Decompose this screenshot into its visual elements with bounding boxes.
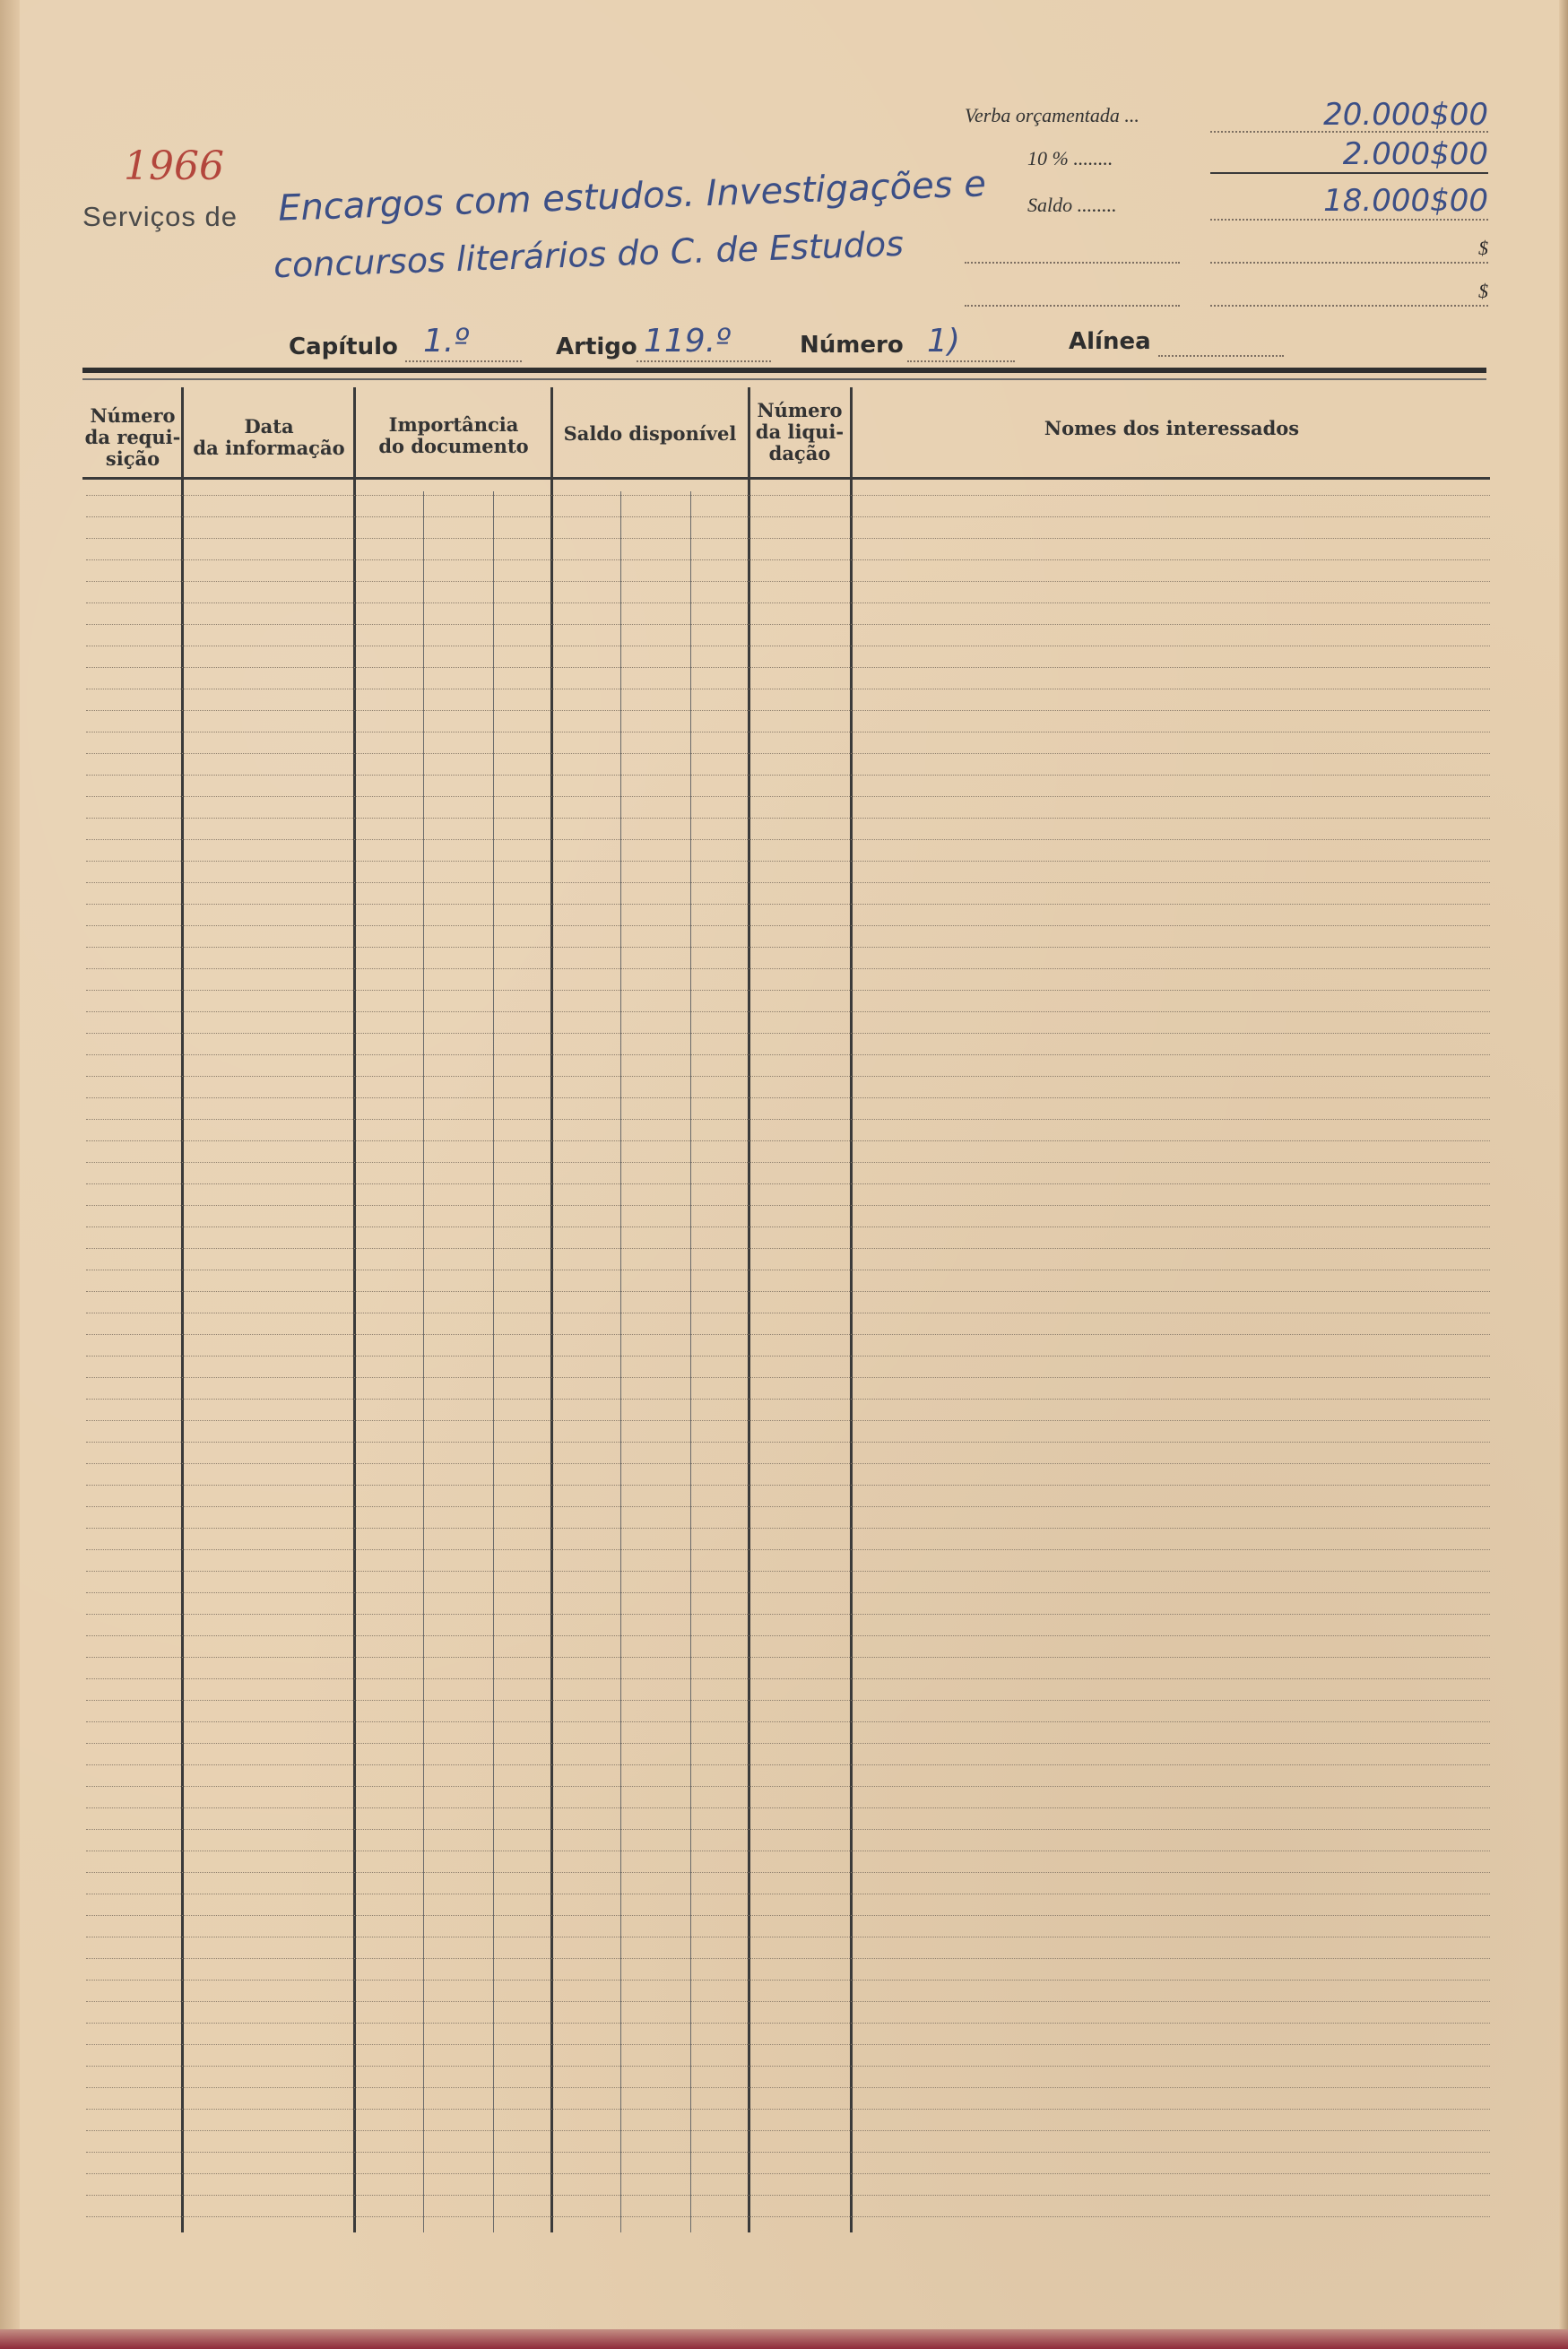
ledger-row-line [86, 968, 1490, 969]
ledger-row-line [86, 602, 1490, 603]
ledger-row-line [86, 1291, 1490, 1292]
ledger-row-line [86, 624, 1490, 625]
col-divider-3 [550, 387, 553, 2232]
ledger-row-line [86, 796, 1490, 797]
ledger-row-line [86, 1807, 1490, 1808]
ledger-row-line [86, 925, 1490, 926]
extra-line-2-field [1210, 280, 1488, 307]
ledger-row-line [86, 2130, 1490, 2131]
artigo-field [637, 323, 771, 362]
verba-orcamentada-value: 20.000$00 [1323, 97, 1488, 133]
ledger-row-line [86, 2152, 1490, 2153]
ledger-row-line [86, 2173, 1490, 2174]
ledger-row-line [86, 1076, 1490, 1077]
ledger-row-line [86, 1011, 1490, 1012]
dez-por-cento-field [1210, 136, 1488, 174]
ledger-row-line [86, 1657, 1490, 1658]
ledger-row-line [86, 2044, 1490, 2045]
ledger-row-line [86, 1485, 1490, 1486]
ledger-row-line [86, 1334, 1490, 1335]
ledger-row-line [86, 2195, 1490, 2196]
page-left-edge [0, 0, 20, 2349]
ledger-row-line [86, 2087, 1490, 2088]
ledger-row-line [86, 818, 1490, 819]
ledger-row-line [86, 2001, 1490, 2002]
servicos-label: Serviços de [82, 201, 238, 232]
ledger-row-line [86, 1442, 1490, 1443]
ledger-row-line [86, 1592, 1490, 1593]
col-divider-5 [850, 387, 853, 2232]
ledger-row-line [86, 1829, 1490, 1830]
ledger-row-line [86, 1678, 1490, 1679]
ledger-row-line [86, 1528, 1490, 1529]
extra-line-1-field [1210, 237, 1488, 264]
saldo-label: Saldo ........ [1027, 194, 1117, 216]
col-divider-1 [181, 387, 184, 2232]
ledger-row-line [86, 775, 1490, 776]
ledger-row-line [86, 1571, 1490, 1572]
ledger-row-line [86, 1119, 1490, 1120]
ledger-row-line [86, 2216, 1490, 2217]
col-divider-2 [353, 387, 356, 2232]
ledger-row-line [86, 1463, 1490, 1464]
alinea-label: Alínea [1069, 328, 1151, 355]
col1-line1: Data [244, 415, 294, 438]
verba-orcamentada-field [1210, 97, 1488, 133]
table-top-rule [82, 368, 1486, 373]
alinea-field [1158, 323, 1284, 357]
extra-line-2-value: $ [1478, 280, 1488, 302]
capitulo-label: Capítulo [289, 334, 398, 360]
ledger-row-line [86, 1614, 1490, 1615]
dez-por-cento-value: 2.000$00 [1342, 136, 1488, 172]
ledger-row-line [86, 710, 1490, 711]
ledger-row-line [86, 1549, 1490, 1550]
ledger-row-line [86, 1248, 1490, 1249]
col4-line2: da liqui- [755, 420, 845, 443]
ledger-row-line [86, 1033, 1490, 1034]
numero-value: 1) [927, 323, 960, 360]
ledger-row-line [86, 516, 1490, 517]
ledger-row-line [86, 2109, 1490, 2110]
col-header-data-informacao [185, 416, 353, 459]
page-right-edge [1559, 0, 1568, 2349]
ledger-row-line [86, 1097, 1490, 1098]
col2-line2: do documento [378, 435, 529, 457]
col5-line1: Nomes dos interessados [1044, 417, 1300, 439]
ledger-row-line [86, 1140, 1490, 1141]
ledger-row-line [86, 1980, 1490, 1981]
ledger-row-line [86, 1721, 1490, 1722]
saldo-value: 18.000$00 [1323, 183, 1488, 219]
ledger-row-line [86, 882, 1490, 883]
numero-label: Número [800, 332, 904, 359]
ledger-row-line [86, 1700, 1490, 1701]
col4-line1: Número [757, 399, 843, 421]
col-header-nomes-interessados [853, 418, 1490, 439]
ledger-row-line [86, 1420, 1490, 1421]
ledger-row-line [86, 1054, 1490, 1055]
ledger-row-line [86, 667, 1490, 668]
saldo-field [1210, 183, 1488, 221]
ledger-row-line [86, 559, 1490, 560]
ledger-row-line [86, 1205, 1490, 1206]
col-header-importancia [357, 414, 550, 457]
ledger-row-line [86, 1743, 1490, 1744]
ledger-row-line [86, 947, 1490, 948]
col0-line2: da requi- [84, 426, 181, 448]
verba-orcamentada-label: Verba orçamentada ... [965, 104, 1139, 126]
col-header-numero-requisicao [84, 405, 181, 470]
capitulo-value: 1.º [423, 323, 470, 360]
ledger-row-line [86, 990, 1490, 991]
ledger-row-line [86, 904, 1490, 905]
table-top-thin-rule [82, 378, 1486, 380]
artigo-label: Artigo [556, 334, 637, 360]
book-binding [0, 2329, 1568, 2349]
col3-line1: Saldo disponível [563, 422, 737, 445]
table-header-rule [82, 477, 1490, 480]
ledger-row-line [86, 1506, 1490, 1507]
col2-line1: Importância [388, 413, 519, 436]
ledger-row-line [86, 1872, 1490, 1873]
ledger-row-line [86, 581, 1490, 582]
year-handwritten: 1966 [124, 143, 224, 189]
ledger-row-line [86, 1635, 1490, 1636]
dez-por-cento-label: 10 % ........ [1027, 147, 1113, 169]
col1-line2: da informação [193, 437, 345, 459]
ledger-row-line [86, 495, 1490, 496]
extra-line-1-value: $ [1478, 237, 1488, 259]
capitulo-field [405, 323, 522, 362]
ledger-row-line [86, 538, 1490, 539]
ledger-row-line [86, 753, 1490, 754]
col-divider-4 [748, 387, 750, 2232]
ledger-row-line [86, 1356, 1490, 1357]
servicos-handwritten-line2: concursos literários do C. de Estudos [273, 223, 905, 286]
numero-field [907, 323, 1015, 362]
col0-line1: Número [90, 404, 176, 427]
col0-line3: sição [105, 447, 160, 470]
servicos-handwritten-line1: Encargos com estudos. Investigações e [277, 163, 987, 230]
ledger-row-line [86, 839, 1490, 840]
ledger-row-line [86, 1183, 1490, 1184]
ledger-row-line [86, 2066, 1490, 2067]
ledger-row-line [86, 1399, 1490, 1400]
extra-line-1-label [965, 237, 1180, 264]
col-header-saldo-disponivel [552, 423, 748, 445]
col4-line3: dação [768, 442, 831, 464]
ledger-row-line [86, 1764, 1490, 1765]
ledger-row-line [86, 2023, 1490, 2024]
ledger-row-line [86, 861, 1490, 862]
ledger-row-line [86, 1958, 1490, 1959]
ledger-row-line [86, 1915, 1490, 1916]
artigo-value: 119.º [644, 323, 732, 360]
ledger-row-line [86, 1786, 1490, 1787]
ledger-row-line [86, 1377, 1490, 1378]
ledger-row-line [86, 1162, 1490, 1163]
extra-line-2-label [965, 280, 1180, 307]
col-header-numero-liquidacao [749, 400, 850, 464]
